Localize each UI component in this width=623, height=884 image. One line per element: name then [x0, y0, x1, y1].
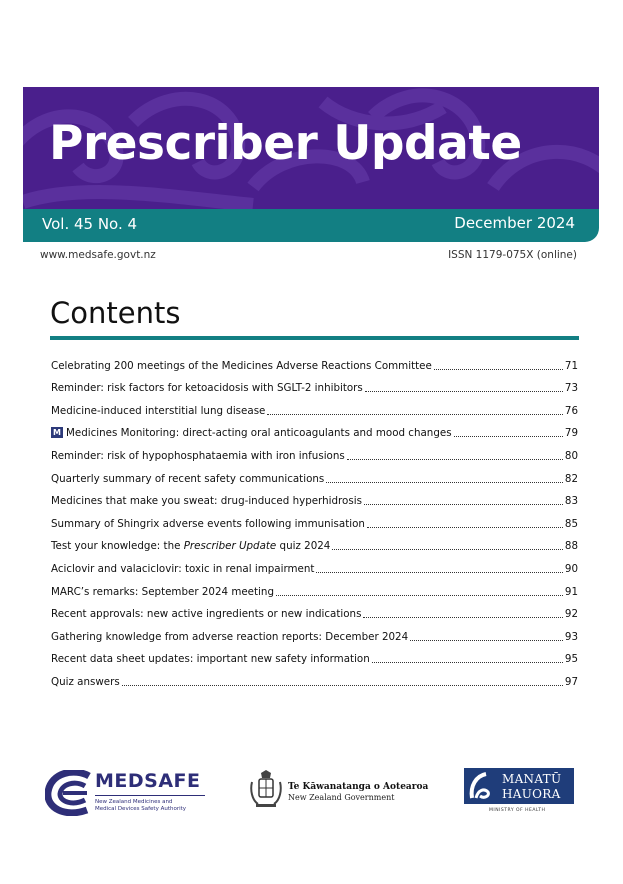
toc-item[interactable]: [51, 620, 578, 643]
toc-item-title: Recent data sheet updates: important new safety information: [51, 653, 370, 666]
toc-item[interactable]: [51, 349, 578, 372]
table-of-contents: [51, 349, 578, 688]
toc-item-title: Aciclovir and valaciclovir: toxic in renal impairment: [51, 562, 315, 575]
toc-item-title: Medicine-induced interstitial lung disease: [51, 404, 266, 417]
publication-name-italic: Prescriber Update: [183, 540, 277, 553]
toc-leader-dots: [454, 436, 563, 437]
toc-item-page: 79: [564, 427, 578, 440]
toc-item-page: 88: [564, 540, 578, 553]
toc-item-page: 93: [564, 630, 578, 643]
toc-item-title: Medicines that make you sweat: drug-induced hyperhidrosis: [51, 495, 362, 508]
toc-leader-dots: [363, 617, 562, 618]
toc-item-page: 71: [564, 359, 578, 372]
toc-leader-dots: [326, 482, 563, 483]
toc-item-page: 82: [564, 472, 578, 485]
ministry-name-line1: MANATŪ: [502, 772, 562, 786]
toc-item-page: 80: [564, 449, 578, 462]
contents-divider: [50, 336, 579, 340]
toc-leader-dots: [316, 572, 562, 573]
toc-leader-dots: [372, 662, 563, 663]
toc-leader-dots: [122, 685, 563, 686]
toc-item-page: 97: [564, 675, 578, 688]
medsafe-emblem-icon: [45, 770, 93, 816]
toc-item-title: Test your knowledge: the Prescriber Update quiz 2024: [51, 540, 331, 553]
toc-item-title: MARC’s remarks: September 2024 meeting: [51, 585, 274, 598]
toc-item-title: Summary of Shingrix adverse events following immunisation: [51, 517, 365, 530]
toc-leader-dots: [434, 369, 563, 370]
medsafe-wordmark: MEDSAFE: [95, 770, 201, 792]
contents-heading: Contents: [50, 296, 181, 330]
medicines-monitoring-icon: M: [51, 427, 63, 438]
volume-label: Vol. 45 No. 4: [42, 215, 138, 233]
toc-item-title: Medicines Monitoring: direct-acting oral anticoagulants and mood changes: [66, 427, 452, 440]
toc-item-page: 90: [564, 562, 578, 575]
toc-item-title: Reminder: risk of hypophosphataemia with iron infusions: [51, 449, 345, 462]
toc-leader-dots: [332, 549, 563, 550]
ministry-subtitle: MINISTRY OF HEALTH: [489, 808, 546, 813]
toc-item-title: Gathering knowledge from adverse reaction reports: December 2024: [51, 630, 409, 643]
government-name-maori: Te Kāwanatanga o Aotearoa: [288, 782, 429, 792]
toc-leader-dots: [365, 391, 563, 392]
toc-leader-dots: [364, 504, 563, 505]
toc-item[interactable]: [51, 643, 578, 666]
toc-item-page: 73: [564, 382, 578, 395]
publication-title: Prescriber Update: [49, 116, 522, 171]
toc-leader-dots: [267, 414, 562, 415]
toc-item[interactable]: [51, 417, 578, 440]
toc-leader-dots: [367, 527, 563, 528]
medsafe-tagline: New Zealand Medicines and Medical Devices Safety Authority: [95, 799, 187, 812]
toc-item[interactable]: [51, 530, 578, 553]
toc-item-title: Reminder: risk factors for ketoacidosis with SGLT-2 inhibitors: [51, 382, 363, 395]
toc-item-page: 83: [564, 495, 578, 508]
toc-item[interactable]: [51, 552, 578, 575]
toc-item-title: Celebrating 200 meetings of the Medicines Adverse Reactions Committee: [51, 359, 432, 372]
issue-date: December 2024: [454, 214, 575, 232]
toc-leader-dots: [276, 595, 563, 596]
issue-band: [23, 209, 599, 242]
toc-leader-dots: [410, 640, 563, 641]
ministry-of-health-logo: [464, 768, 574, 804]
toc-item-title: Recent approvals: new active ingredients or new indications: [51, 608, 362, 621]
toc-item-page: 95: [564, 653, 578, 666]
toc-leader-dots: [347, 459, 563, 460]
toc-item[interactable]: [51, 665, 578, 688]
toc-item[interactable]: [51, 372, 578, 395]
medsafe-rule: [95, 795, 205, 796]
masthead-banner: [23, 87, 599, 209]
nz-government-logo: [248, 770, 429, 810]
website-link[interactable]: www.medsafe.govt.nz: [40, 249, 156, 261]
toc-item-page: 92: [564, 608, 578, 621]
toc-item-page: 76: [564, 404, 578, 417]
toc-item-page: 91: [564, 585, 578, 598]
toc-item[interactable]: [51, 485, 578, 508]
government-name-english: New Zealand Government: [288, 793, 395, 802]
toc-item-page: 85: [564, 517, 578, 530]
toc-item[interactable]: [51, 575, 578, 598]
ministry-name-line2: HAUORA: [502, 787, 561, 801]
toc-item[interactable]: [51, 507, 578, 530]
toc-item-title: Quarterly summary of recent safety communications: [51, 472, 325, 485]
medsafe-logo: [45, 770, 205, 816]
coat-of-arms-icon: [248, 770, 284, 810]
toc-item[interactable]: [51, 462, 578, 485]
issn-label: ISSN 1179-075X (online): [448, 249, 577, 261]
toc-item[interactable]: [51, 394, 578, 417]
toc-item-title: Quiz answers: [51, 675, 120, 688]
toc-item[interactable]: [51, 598, 578, 621]
ministry-emblem-icon: [464, 768, 498, 804]
toc-item[interactable]: [51, 439, 578, 462]
